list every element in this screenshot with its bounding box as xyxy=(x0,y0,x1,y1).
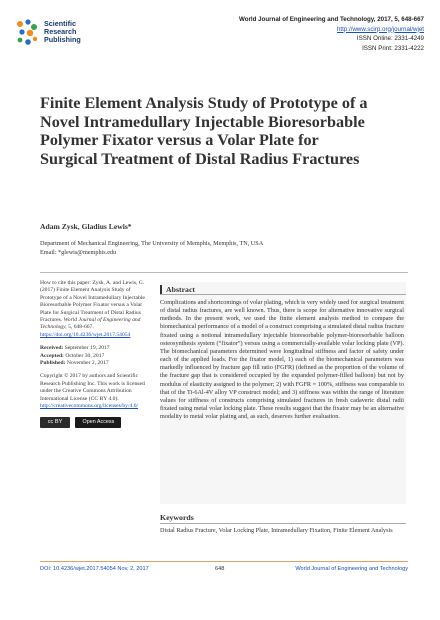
affiliation-block xyxy=(40,239,400,257)
sidebar xyxy=(40,280,152,428)
keywords-text: Distal Radius Fracture, Volar Locking Plate, Intramedullary Fixation, Finite Element Analysis xyxy=(160,527,393,534)
open-access-badge: Open Access xyxy=(75,417,121,428)
article-authors: Adam Zysk, Gladius Lewis* xyxy=(40,222,132,231)
footer-doi: DOI: 10.4236/wjet.2017.54054 Nov. 2, 2017 xyxy=(40,566,149,572)
footer-divider xyxy=(40,561,408,562)
citation-block: How to cite this paper: Zysk, A. and Lewis, G. (2017) Finite Element Analysis Study of Prototype of a Novel Intramedullary Injectable Bioresorbable Polymer Fixator versus a Volar Plate for Surgical Treatment of Distal Radius Fractures. World Journal of Engineering and Technology, 5, 648-667. https://doi.org/10.4236/wjet.2017.54054 xyxy=(40,280,145,338)
abstract-divider xyxy=(160,294,406,295)
copyright-block: Copyright © 2017 by authors and Scientific Research Publishing Inc. This work is licensed under the Creative Commons Attribution International License (CC BY 4.0). http://creativecommons.org/licenses/by/4.0/ xyxy=(40,373,145,410)
abstract-text: Complications and shortcomings of volar plating, which is very widely used for surgical treatment of distal radius fractures, are well known. Thus, there is scope for alternative innovative surgical methods. In the present work, we used the finite element analysis method to compare the biomechanical performance of a model of a construct comprising a simulated distal radius fracture fixated using a notional intramedullary injectable bioresorbable polymer-bioresorbable balloon osteosynthesis system (“fixator”) versus using a commercially-available volar locking plate (VP). The biomechanical parameters determined were longitudinal stiffness and factor of safety under each of the applied loads. For the fixator model, 1) each of the biomechanical parameters was markedly influenced by fracture gap fill ratio (FGFR) (defined as the proportion of the volume of the fracture gap that is considered occupied by the expanded polymer-filled balloon) but not by modulus of elasticity assigned to the polymer; 2) with FGFR = 100%, stiffness was comparable to that of the Ti-6Al-4V alloy VP construct model; and 3) stiffness was within the range of literature values for stiffness of constructs comprising simulated fractures in fresh cadaveric distal radii fixated using metal volar locking plate. These results suggest that the fixator may be an alternative modality to metal volar plating and, as such, deserves further evaluation. xyxy=(160,299,404,421)
dates-block: Received: September 19, 2017 Accepted: October 30, 2017 Published: November 2, 2017 xyxy=(40,345,110,367)
abstract-heading: Abstract xyxy=(160,282,406,297)
keywords-divider xyxy=(160,523,406,524)
doi-link[interactable]: https://doi.org/10.4236/wjet.2017.54054 xyxy=(40,331,131,338)
footer-page-number: 648 xyxy=(215,566,225,572)
journal-citation-line: World Journal of Engineering and Technology, 2017, 5, 648-667 xyxy=(239,16,424,23)
author-email: Email: *glewis@memphis.edu xyxy=(40,249,117,257)
cc-license-badge[interactable]: cc BY xyxy=(40,417,70,428)
badges xyxy=(40,417,152,428)
publisher-name: Scientific Research Publishing xyxy=(44,19,81,45)
license-link[interactable]: http://creativecommons.org/licenses/by/4.0/ xyxy=(40,403,139,410)
keywords-heading: Keywords xyxy=(160,513,194,522)
journal-url-link[interactable]: http://www.scirp.org/journal/wjet xyxy=(336,25,424,33)
publisher-logo-icon xyxy=(14,18,40,48)
header-divider xyxy=(40,272,408,273)
article-title: Finite Element Analysis Study of Prototype of a Novel Intramedullary Injectable Bioresorbable Polymer Fixator versus a Volar Plate for Surgical Treatment of Distal Radius Fractures xyxy=(40,94,368,168)
issn-print: ISSN Print: 2331-4222 xyxy=(362,44,424,52)
journal-meta xyxy=(239,15,424,53)
footer-journal: World Journal of Engineering and Technology xyxy=(295,566,408,572)
issn-online: ISSN Online: 2331-4249 xyxy=(356,35,424,42)
affiliation: Department of Mechanical Engineering, The University of Memphis, Memphis, TN, USA xyxy=(40,240,264,247)
